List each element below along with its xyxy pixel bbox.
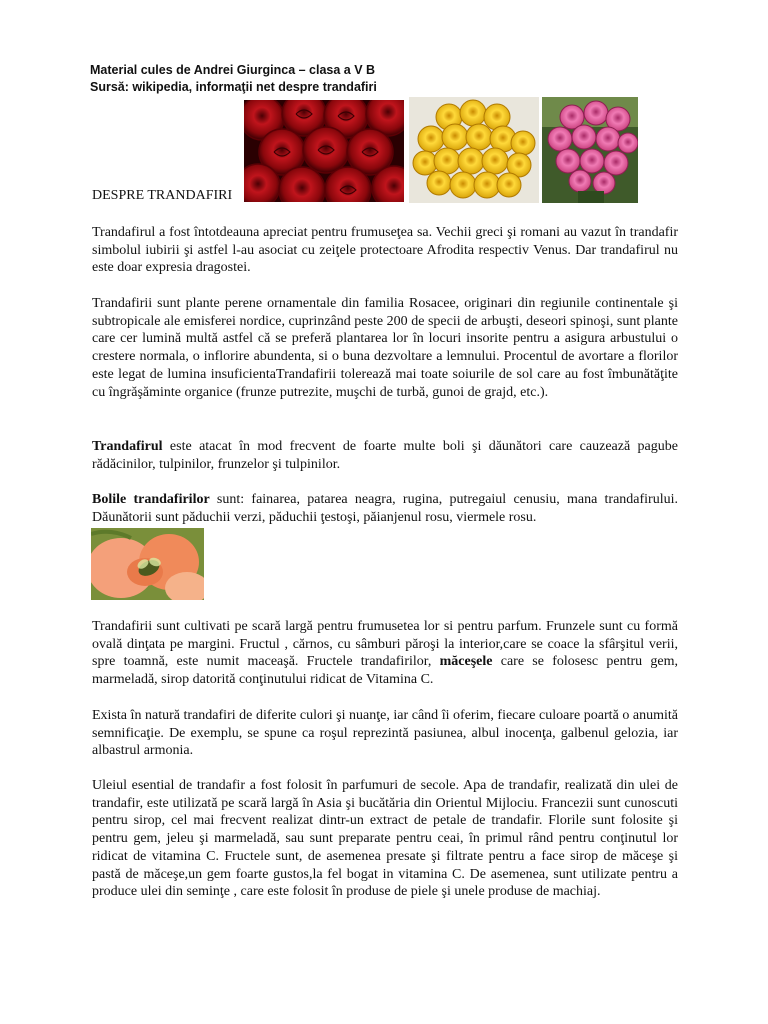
bold-term: Trandafirul — [92, 439, 163, 454]
paragraph-text: care se folosesc pentru gem, marmeladă, sirop datorită conţinutului ridicat de Vitamina C. — [92, 654, 678, 688]
yellow-roses-bouquet-photo — [409, 97, 539, 203]
paragraph-description: Trandafirii sunt plante perene ornamentale din familia Rosacee, originari din regiunile continentale şi subtropicale ale emisferei nordice, cuprinzând peste 200 de specii de arbuşti, deseori spinoşi, sunt plante care cer lumină multă astfel că se preferă plantarea lor în locuri insorite pentru a asigura arbustului o crestere normala, o inflorire abundenta, si o buna dezvoltare a lemnului. Procentul de avortare a florilor este legat de lumina insuficientaTrandafirii tolerează mai toate soiurile de sol care au fost îmbunătăţite cu îngrăşăminte organice (frunze putrezite, muşchi de turbă, gunoi de grajd, etc.). — [92, 296, 678, 400]
bold-term: Bolile trandafirilor — [92, 492, 210, 507]
paragraph-text: sunt: fainarea, patarea neagra, rugina, putregaiul cenusiu, mana trandafirului. Dăunătorii sunt păduchii verzi, păduchii ţestoşi, păianjenul rosu, viermele rosu. — [92, 492, 678, 525]
red-roses-photo — [244, 100, 404, 202]
paragraph-pests-intro — [92, 438, 678, 473]
section-title: DESPRE TRANDAFIRI — [92, 188, 233, 203]
paragraph-diseases — [92, 491, 678, 526]
paragraph-intro: Trandafirul a fost întotdeauna apreciat pentru frumuseţea sa. Vechii greci şi romani au vazut în trandafir simbolul iubirii şi astfel l-au asociat cu zeiţele protectoare Afrodita respectiv Venus. Dar trandafirul nu este doar expresia dragostei. — [92, 225, 678, 276]
paragraph-rose-oil: Uleiul esential de trandafir a fost folosit în parfumuri de secole. Apa de trandafir, realizată din ulei de trandafir, este utilizată pe scară largă în Asia şi bucătăria din Orientul Mijlociu. Francezii sunt cunoscuti pentru sirop, cel mai frecvent realizat dintr-un extract de petale de trandafir. Florile sunt folosite şi pentru gem, jeleu şi marmeladă, sau sunt preparate pentru ceai, în primul rând pentru conţinutul lor ridicat de vitamina C. Fructele sunt, de asemenea presate şi filtrate pentru a face sirop de măceşe şi pastă de măceşe,un gem foarte gustos,la fel bogat in vitamina C. De asemenea, sunt utilizate pentru a produce ulei din seminţe , care este folosit în produse de piele şi unele produse de machiaj. — [92, 778, 678, 900]
document-author-line: Material cules de Andrei Giurginca – clasa a V B — [90, 63, 376, 77]
paragraph-cultivation — [92, 618, 678, 689]
paragraph-colors-meaning: Exista în natură trandafiri de diferite culori şi nuanţe, iar când îi oferim, fiecare culoare poartă o anumită semnificaţie. De exemplu, se spune ca roşul reprezintă pasiunea, albul inocenţa, galbenul gelozia, iar albastrul armonia. — [92, 708, 678, 759]
paragraph-text: Trandafirii sunt cultivati pe scară largă pentru frumusetea lor si pentru parfum. Frunzele sunt cu formă ovală dinţata pe margini. Fructul , cărnos, cu sâmburi păroşi la interior,care se coace la sfârşitul verii, spre toamnă, este numit maceaşă. Fructele trandafirilor, — [92, 619, 678, 670]
pink-roses-bouquet-photo — [542, 97, 638, 203]
bold-term: măceşele — [439, 654, 493, 670]
rose-with-insect-photo — [91, 528, 204, 600]
paragraph-text: este atacat în mod frecvent de foarte multe boli şi dăunători care cauzează pagube rădăcinilor, tulpinilor, frunzelor şi tulpinilor. — [92, 439, 678, 472]
document-source-line: Sursă: wikipedia, informaţii net despre trandafiri — [90, 80, 377, 94]
